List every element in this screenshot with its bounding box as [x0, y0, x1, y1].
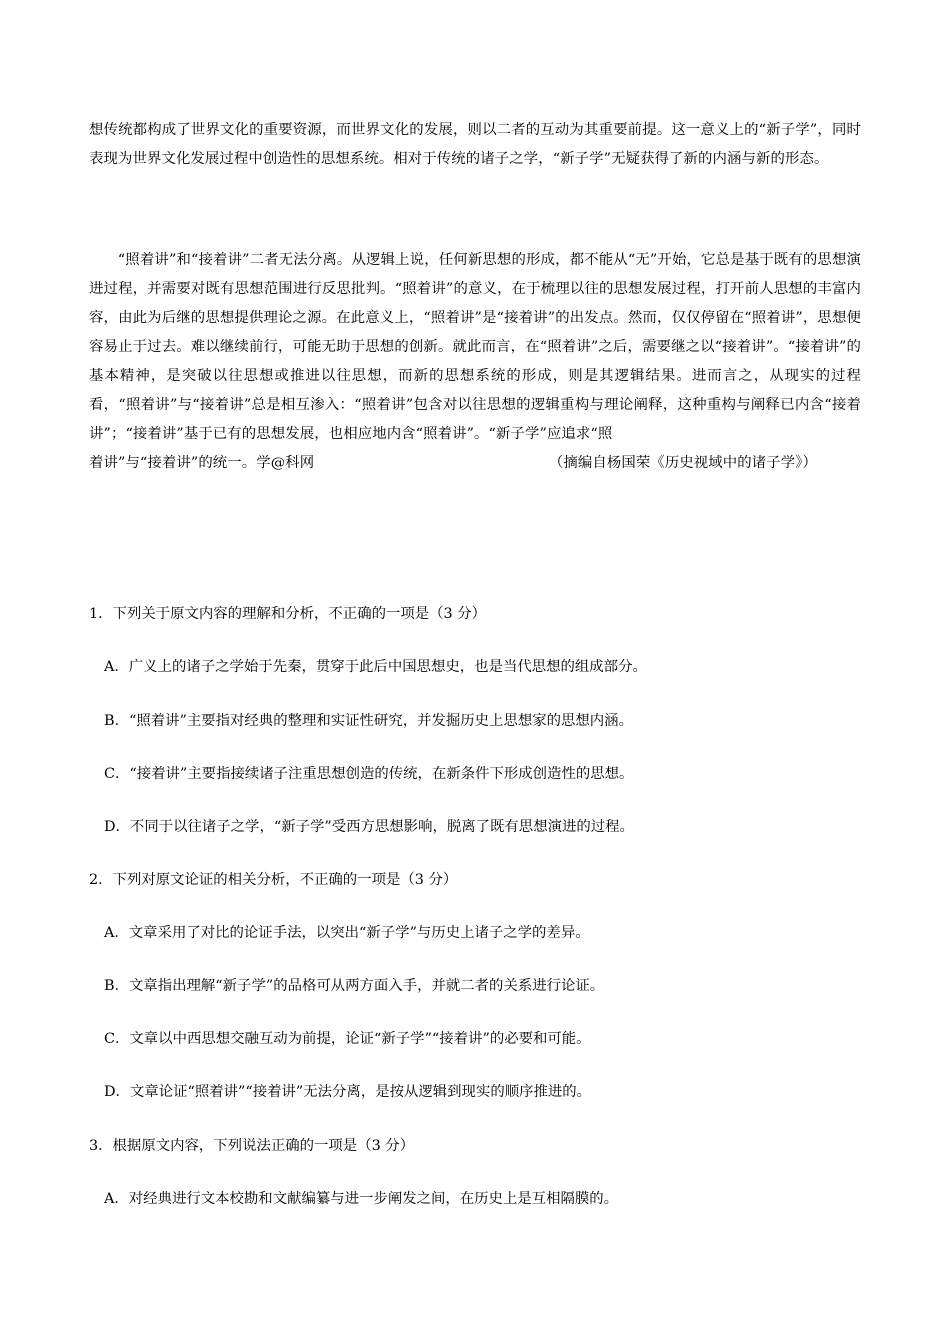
- passage-last-line: [89, 449, 861, 478]
- question-2-option-d: D．文章论证“照着讲”“接着讲”无法分离，是按从逻辑到现实的顺序推进的。: [104, 1084, 592, 1100]
- question-1-option-b: B．“照着讲”主要指对经典的整理和实证性研究，并发掘历史上思想家的思想内涵。: [104, 713, 633, 729]
- passage-source: （摘编自杨国荣《历史视域中的诸子学》）: [548, 455, 817, 471]
- passage-paragraph-1: 想传统都构成了世界文化的重要资源，而世界文化的发展，则以二者的互动为其重要前提。这一意义上的“新子学”，同时表现为世界文化发展过程中创造性的思想系统。相对于传统的诸子之学，“新子学”无疑获得了新的内涵与新的形态。: [89, 122, 861, 167]
- question-2-option-b: B．文章指出理解“新子学”的品格可从两方面入手，并就二者的关系进行论证。: [104, 978, 605, 994]
- question-2-option-a: A．文章采用了对比的论证手法，以突出“新子学”与历史上诸子之学的差异。: [104, 925, 590, 941]
- passage-paragraph-2: [89, 246, 861, 478]
- question-3-stem: 3．根据原文内容，下列说法正确的一项是（3 分）: [89, 1138, 415, 1154]
- question-2-option-c: C．文章以中西思想交融互动为前提，论证“新子学”“接着讲”的必要和可能。: [104, 1031, 591, 1047]
- question-2-stem: 2．下列对原文论证的相关分析，不正确的一项是（3 分）: [89, 872, 458, 888]
- passage-paragraph-2-body: “照着讲”和“接着讲”二者无法分离。从逻辑上说，任何新思想的形成，都不能从“无”开始，它总是基于既有的思想演进过程，并需要对既有思想范围进行反思批判。“照着讲”的意义，在于梳理以往的思想发展过程，打开前人思想的丰富内容，由此为后继的思想提供理论之源。在此意义上，“照着讲”是“接着讲”的出发点。然而，仅仅停留在“照着讲”，思想便容易止于过去。难以继续前行，可能无助于思想的创新。就此而言，在“照着讲”之后，需要继之以“接着讲”。“接着讲”的基本精神，是突破以往思想或推进以往思想，而新的思想系统的形成，则是其逻辑结果。进而言之，从现实的过程看，“照着讲”与“接着讲”总是相互渗入：“照着讲”包含对以往思想的逻辑重构与理论阐释，这种重构与阐释已内含“接着讲”；“接着讲”基于已有的思想发展，也相应地内含“照着讲”。“新子学”应追求“照: [89, 252, 861, 442]
- passage-paragraph-2-end: 着讲”与“接着讲”的统一。学@科网: [89, 455, 315, 471]
- question-1-stem: 1．下列关于原文内容的理解和分析，不正确的一项是（3 分）: [89, 606, 487, 622]
- question-3-option-a: A．对经典进行文本校勘和文献编纂与进一步阐发之间，在历史上是互相隔膜的。: [104, 1191, 619, 1207]
- question-1-option-d: D．不同于以往诸子之学，“新子学”受西方思想影响，脱离了既有思想演进的过程。: [104, 819, 634, 835]
- question-1-option-a: A．广义上的诸子之学始于先秦，贯穿于此后中国思想史，也是当代思想的组成部分。: [104, 659, 647, 675]
- question-1-option-c: C．“接着讲”主要指接续诸子注重思想创造的传统，在新条件下形成创造性的思想。: [104, 766, 634, 782]
